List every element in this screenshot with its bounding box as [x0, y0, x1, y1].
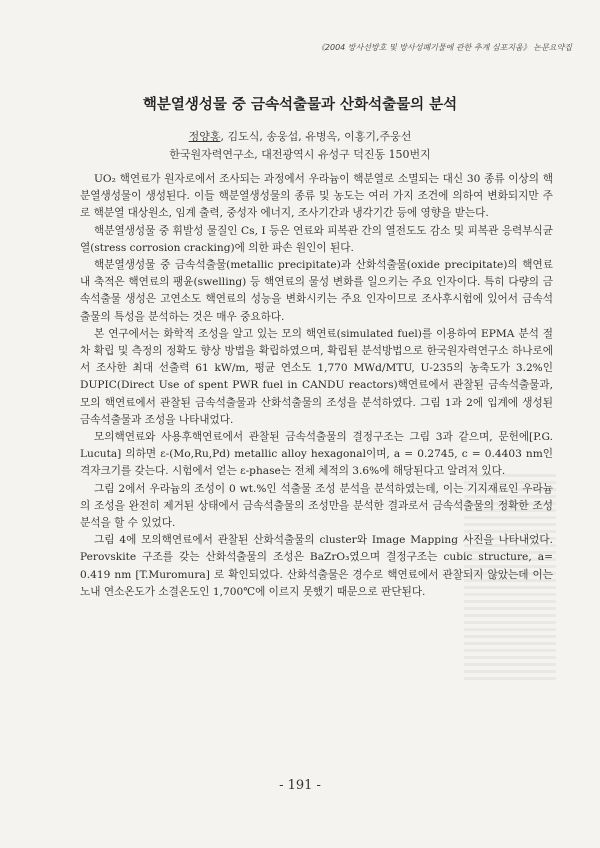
presenting-author: 정양홍: [188, 130, 221, 143]
paragraph-6: 그림 2에서 우라늄의 조성이 0 wt.%인 석출물 조성 분석을 분석하였는데, 이는 기지재료인 우라늄의 조성을 완전히 제거된 상태에서 금속석출물의 조성만을 분석한 결과로서 금속석출물의 정확한 조성 분석을 할 수 있었다.: [80, 482, 553, 530]
abstract-body: [80, 171, 553, 601]
paper-title: 핵분열생성물 중 금속석출물과 산화석출물의 분석: [142, 97, 458, 113]
paragraph-5: 모의핵연료와 사용후핵연료에서 관찰된 금속석출물의 결정구조는 그림 3과 같으며, 문헌에[P.G. Lucuta] 의하면 ε-(Mo,Ru,Pd) metallic alloy hexagonal이며, a = 0.2745, c = 0.4403 nm인 격자크기를 갖는다. 시험에서 얻는 ε-phase는 전체 체적의 3.6%에 해당된다고 알려져 있다.: [80, 431, 553, 478]
paragraph-1: UO₂ 핵연료가 원자로에서 조사되는 과정에서 우라늄이 핵분열로 소멸되는 대신 30 종류 이상의 핵분열생성물이 생성된다. 이들 핵분열생성물의 종류 및 농도는 여러 가지 조건에 의하여 변화되지만 주로 핵분열 대상원소, 임계 출력, 중성자 에너지, 조사기간과 냉각기간 등에 영향을 받는다.: [80, 173, 553, 220]
paragraph-7: 그림 4에 모의핵연료에서 관찰된 산화석출물의 cluster와 Image Mapping 사진을 나타내었다. Perovskite 구조를 갖는 산화석출물의 조성은 BaZrO₃였으며 결정구조는 cubic structure, a= 0.419 nm [T.Muromura] 로 확인되었다. 산화석출물은 경수로 핵연료에서 관찰되지 않았는데 이는 노내 연소온도가 소결온도인 1,700℃에 이르지 못했기 때문으로 판단된다.: [80, 534, 553, 598]
paragraph-4: 본 연구에서는 화학적 조성을 알고 있는 모의 핵연료(simulated fuel)를 이용하여 EPMA 분석 절차 확립 및 측정의 정확도 향상 방법을 확립하였으며, 확립된 분석방법으로 한국원자력연구소 하나로에서 조사한 최대 선출력 61 kW/m, 평균 연소도 1,770 MWd/MTU, U-235의 농축도가 3.2%인 DUPIC(Direct Use of spent PWR fuel in CANDU reactors)핵연료에서 관찰된 금속석출물과, 모의 핵연료에서 관찰된 금속석출물과 산화석출물의 조성을 분석하였다. 그림 1과 2에 입계에 생성된 금속석출물과 조성을 나타내었다.: [80, 327, 553, 426]
affiliation: 한국원자력연구소, 대전광역시 유성구 덕진동 150번지: [169, 148, 431, 161]
paragraph-3: 핵분열생성물 중 금속석출물(metallic precipitate)과 산화석출물(oxide precipitate)의 핵연료 내 축적은 핵연료의 팽윤(swelling) 등 핵연료의 물성 변화를 일으키는 주요 인자이다. 특히 다량의 금속석출물 생성은 고연소도 핵연료의 성능을 변화시키는 주요 인자이므로 조사후시험에 있어서 금속석출물의 특성을 분석하는 것은 매우 중요하다.: [80, 259, 553, 323]
page-number: - 191 -: [279, 778, 321, 793]
paragraph-2: 핵분열생성물 중 휘발성 물질인 Cs, I 등은 연료와 피복관 간의 열전도도 감소 및 피복관 응력부식균열(stress corrosion cracking)에 의한 파손 원인이 된다.: [80, 224, 553, 254]
author-list: [0, 128, 600, 144]
co-authors: , 김도식, 송웅섭, 유병옥, 이홍기,주웅선: [220, 130, 412, 143]
proceedings-header: 《2004 방사선방호 및 방사성폐기물에 관한 추계 심포지움》 논문요약집: [316, 43, 572, 52]
